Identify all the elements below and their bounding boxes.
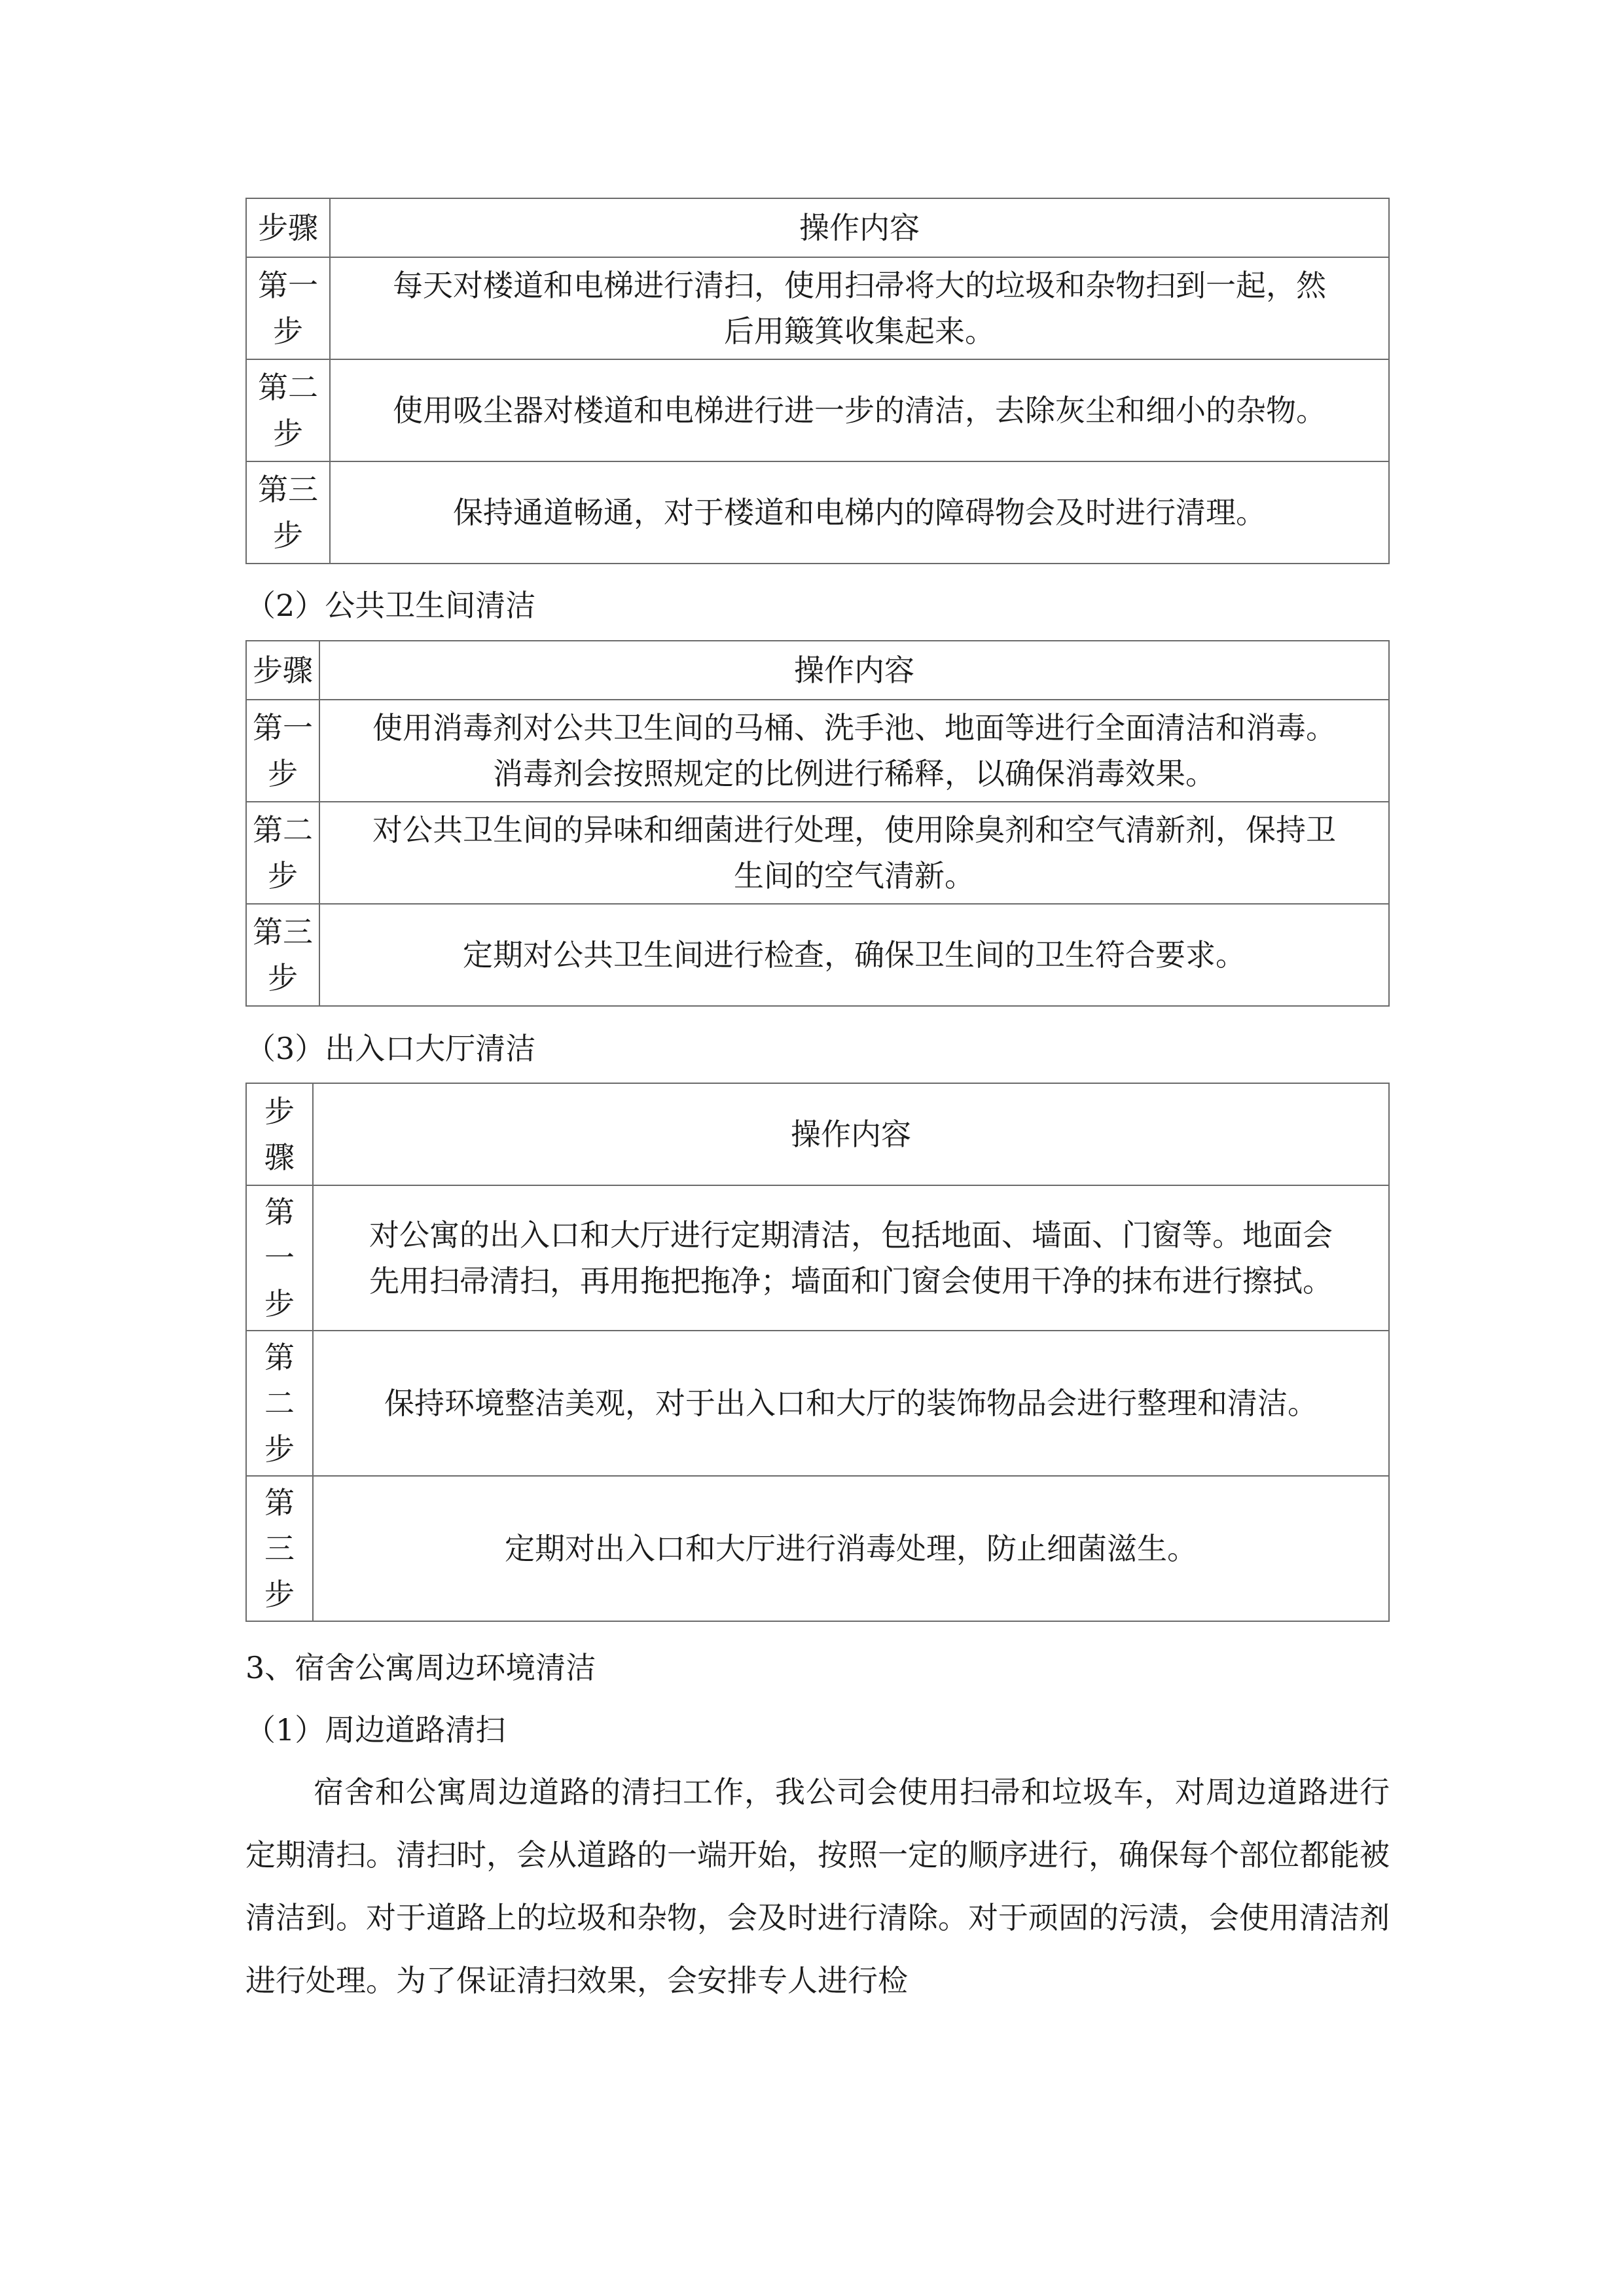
step-content-cell <box>313 1185 1389 1331</box>
step-label: 步 <box>268 960 298 996</box>
table-header-row <box>246 1083 1389 1185</box>
step-content-line: 定期对出入口和大厅进行消毒处理，防止细菌滋生。 <box>505 1531 1197 1566</box>
step-label: 第三 <box>258 472 318 507</box>
step-label-cell <box>246 700 319 802</box>
cleaning-steps-table-lobby <box>245 1083 1390 1622</box>
table-row <box>246 461 1389 564</box>
step-label-cell <box>246 359 330 461</box>
table-header-row <box>246 198 1389 257</box>
table-row <box>246 1185 1389 1331</box>
step-label-cell <box>246 1331 313 1476</box>
step-label: 步 <box>273 314 303 349</box>
step-content-cell <box>319 700 1389 802</box>
subsection-heading-road: （1）周边道路清扫 <box>245 1712 506 1748</box>
step-label: 第一 <box>253 710 313 745</box>
step-label: 一 <box>264 1240 295 1276</box>
table-header-row <box>246 641 1389 700</box>
step-label: 第 <box>264 1340 295 1375</box>
table-row <box>246 700 1389 802</box>
step-label: 第二 <box>258 370 318 405</box>
step-content-line: 先用扫帚清扫，再用拖把拖净；墙面和门窗会使用干净的抹布进行擦拭。 <box>369 1263 1333 1299</box>
step-content-line: 定期对公共卫生间进行检查，确保卫生间的卫生符合要求。 <box>463 937 1246 973</box>
step-label: 步 <box>268 858 298 893</box>
step-label-cell <box>246 1185 313 1331</box>
step-header-char: 步 <box>264 1094 295 1129</box>
step-label-cell <box>246 802 319 904</box>
step-content-cell <box>330 359 1389 461</box>
step-label-cell <box>246 461 330 564</box>
step-label: 二 <box>264 1386 295 1421</box>
subsection-heading-restroom: （2）公共卫生间清洁 <box>245 588 536 623</box>
step-content-line: 后用簸箕收集起来。 <box>724 314 995 349</box>
step-content-line: 对公寓的出入口和大厅进行定期清洁，包括地面、墙面、门窗等。地面会 <box>369 1217 1333 1253</box>
content-column-header: 操作内容 <box>319 641 1389 700</box>
step-label: 第 <box>264 1194 295 1230</box>
step-content-cell <box>319 802 1389 904</box>
step-content-line: 使用消毒剂对公共卫生间的马桶、洗手池、地面等进行全面清洁和消毒。 <box>372 710 1336 745</box>
table-row <box>246 1476 1389 1621</box>
table-row <box>246 359 1389 461</box>
step-label: 步 <box>264 1286 295 1321</box>
step-label-cell <box>246 904 319 1006</box>
step-content-cell <box>330 257 1389 359</box>
step-label-cell <box>246 1476 313 1621</box>
step-content-line: 消毒剂会按照规定的比例进行稀释，以确保消毒效果。 <box>493 756 1216 791</box>
step-label-cell <box>246 257 330 359</box>
content-column-header: 操作内容 <box>313 1083 1389 1185</box>
step-column-header: 步骤 <box>246 198 330 257</box>
step-label: 第 <box>264 1485 295 1520</box>
step-content-cell <box>313 1331 1389 1476</box>
step-content-line: 每天对楼道和电梯进行清扫，使用扫帚将大的垃圾和杂物扫到一起，然 <box>393 268 1326 303</box>
step-label: 步 <box>264 1577 295 1612</box>
table-row <box>246 904 1389 1006</box>
step-header-char: 骤 <box>264 1139 295 1175</box>
step-content-line: 对公共卫生间的异味和细菌进行处理，使用除臭剂和空气清新剂，保持卫 <box>372 812 1336 848</box>
cleaning-steps-table-corridor <box>245 198 1390 564</box>
step-label: 第一 <box>258 268 318 303</box>
step-content-line: 保持通道畅通，对于楼道和电梯内的障碍物会及时进行清理。 <box>453 495 1266 530</box>
section-heading: 3、宿舍公寓周边环境清洁 <box>245 1650 596 1685</box>
step-content-line: 使用吸尘器对楼道和电梯进行进一步的清洁，去除灰尘和细小的杂物。 <box>393 393 1326 428</box>
table-row <box>246 1331 1389 1476</box>
table-row <box>246 802 1389 904</box>
step-label: 步 <box>268 756 298 791</box>
step-content-cell <box>319 904 1389 1006</box>
step-label: 第三 <box>253 914 313 950</box>
step-column-header: 步骤 <box>246 641 319 700</box>
step-column-header <box>246 1083 313 1185</box>
step-label: 第二 <box>253 812 313 848</box>
step-content-line: 生间的空气清新。 <box>734 858 975 893</box>
step-content-cell <box>330 461 1389 564</box>
cleaning-steps-table-restroom <box>245 640 1390 1007</box>
step-content-line: 保持环境整洁美观，对于出入口和大厅的装饰物品会进行整理和清洁。 <box>384 1386 1318 1421</box>
table-row <box>246 257 1389 359</box>
step-content-cell <box>313 1476 1389 1621</box>
body-paragraph: 宿舍和公寓周边道路的清扫工作，我公司会使用扫帚和垃圾车，对周边道路进行定期清扫。清扫时，会从道路的一端开始，按照一定的顺序进行，确保每个部位都能被清洁到。对于道路上的垃圾和杂物，会及时进行清除。对于顽固的污渍，会使用清洁剂进行处理。为了保证清扫效果，会安排专人进行检 <box>245 1774 1390 1998</box>
step-label: 步 <box>273 416 303 451</box>
step-label: 三 <box>264 1531 295 1566</box>
step-label: 步 <box>273 518 303 553</box>
subsection-heading-lobby: （3）出入口大厅清洁 <box>245 1031 536 1066</box>
content-column-header: 操作内容 <box>330 198 1389 257</box>
step-label: 步 <box>264 1431 295 1467</box>
